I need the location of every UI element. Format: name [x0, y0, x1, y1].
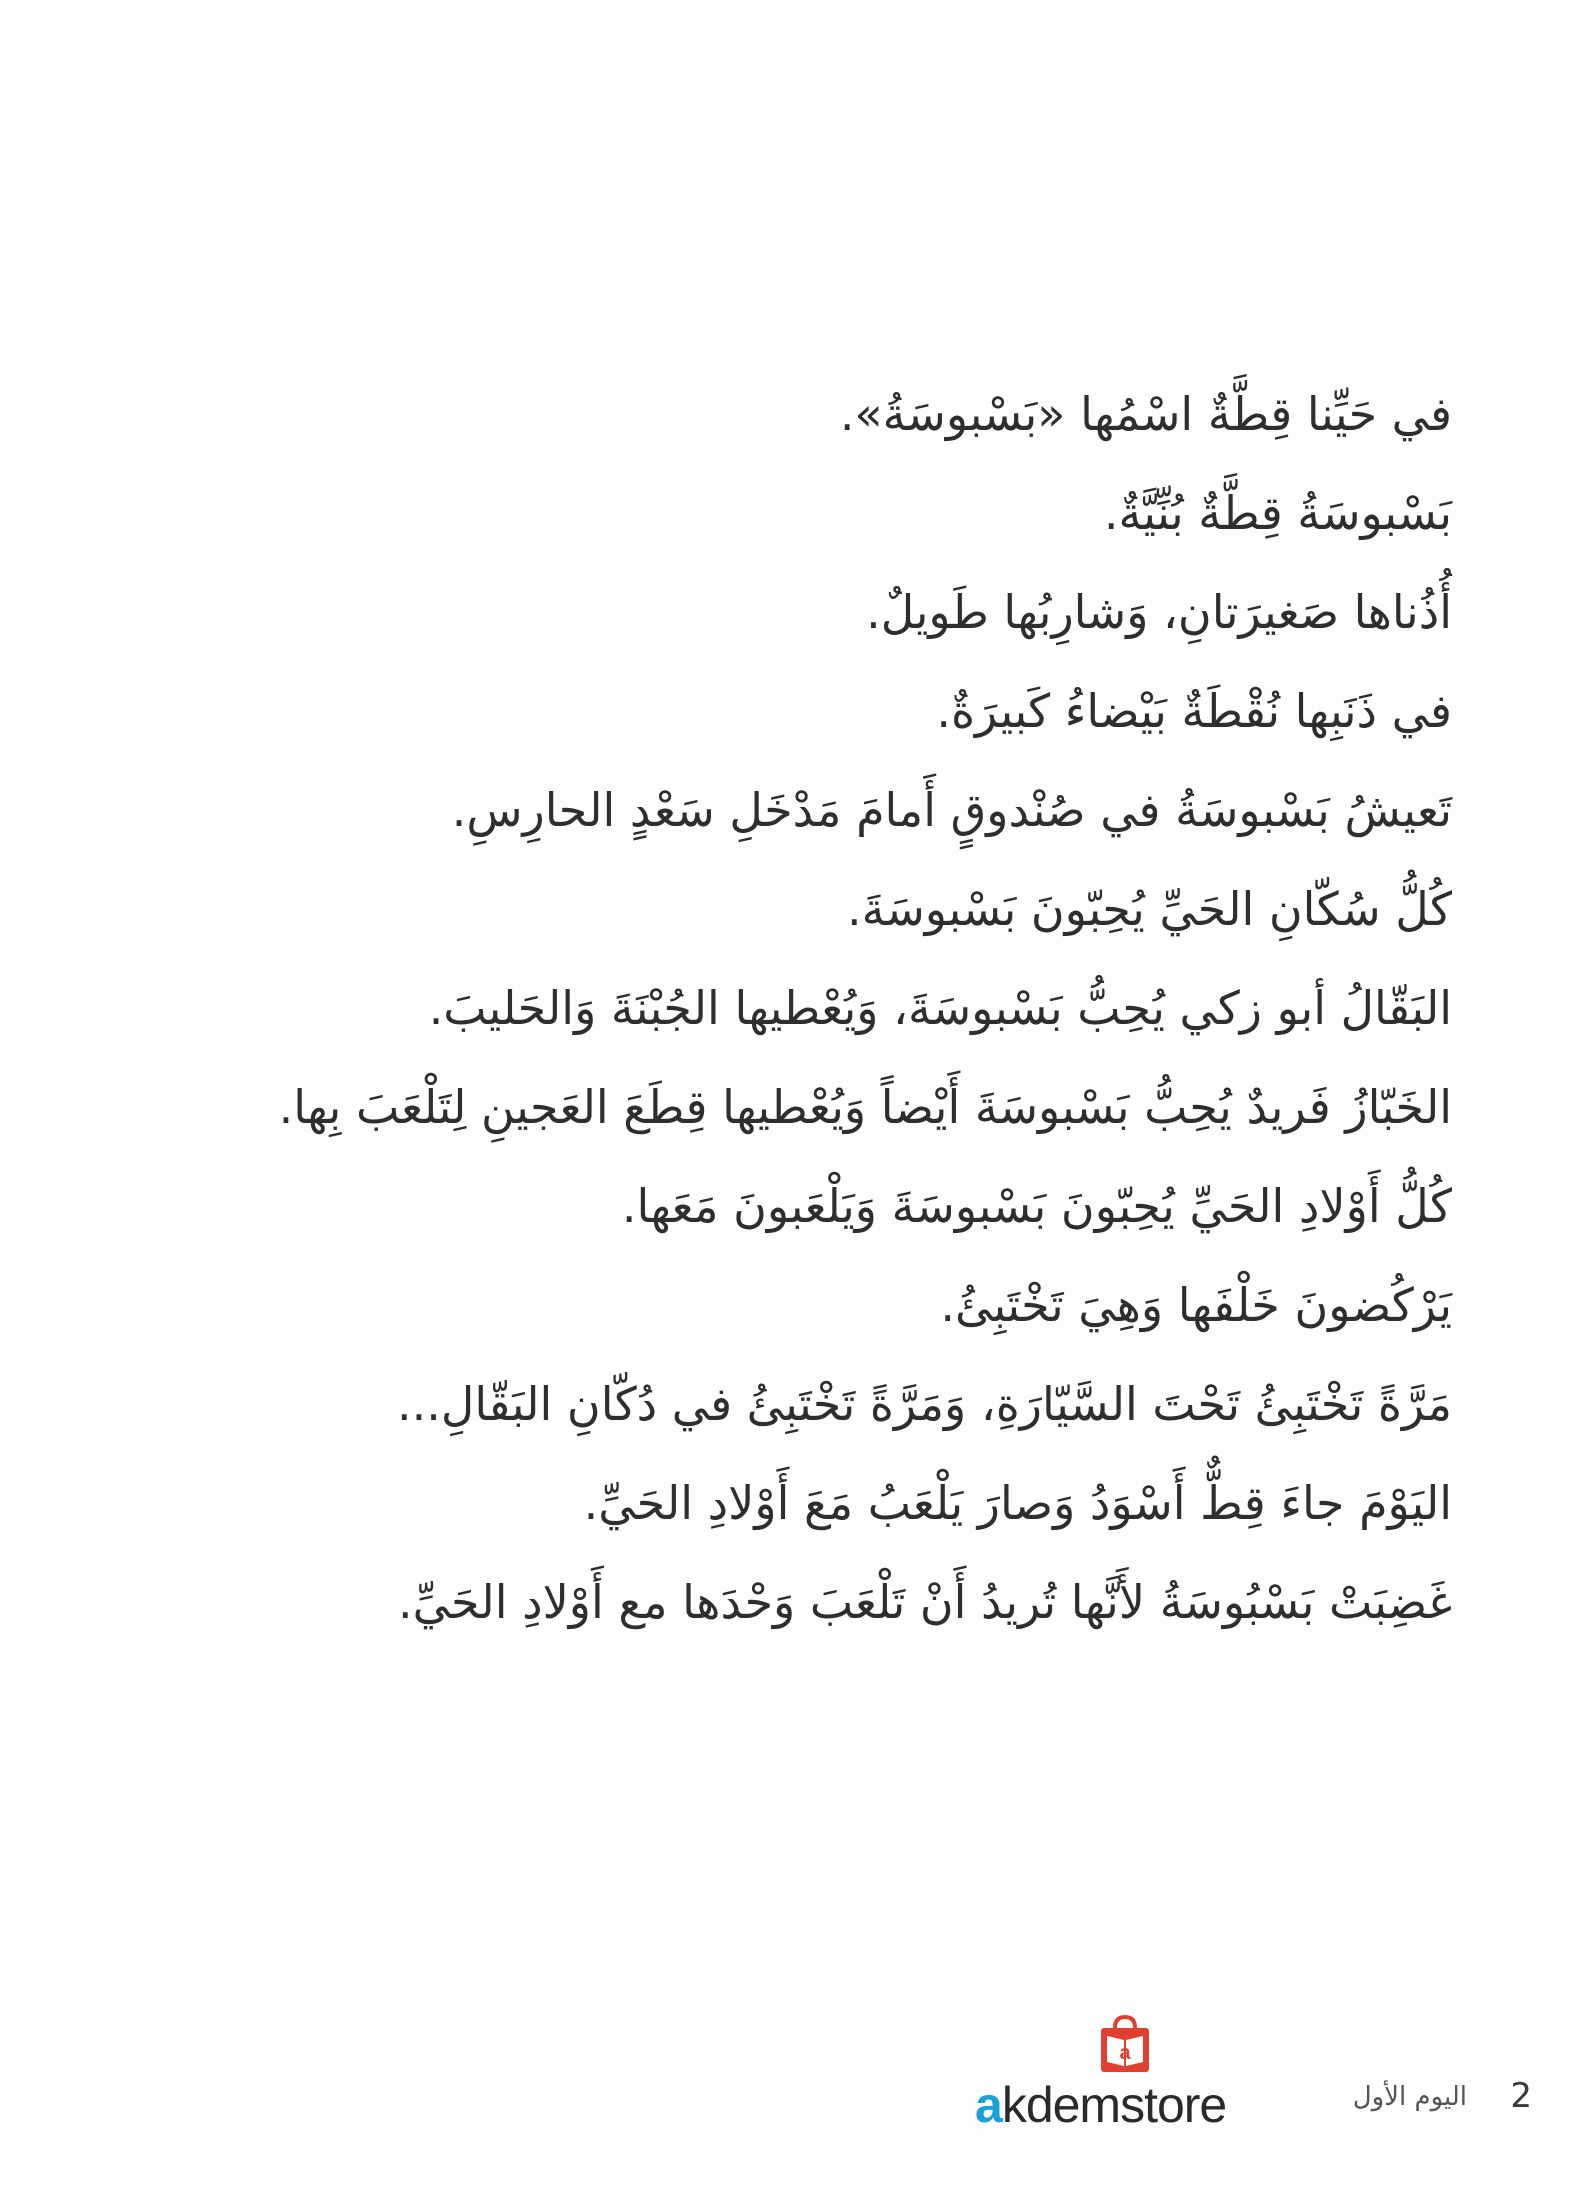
logo-letter: a [1119, 2042, 1131, 2064]
story-line: في حَيِّنا قِطَّةٌ اسْمُها «بَسْبوسَةُ». [839, 387, 1452, 441]
story-line: في ذَنَبِها نُقْطَةٌ بَيْضاءُ كَبيرَةٌ. [936, 684, 1452, 738]
story-line: أُذُناها صَغيرَتانِ، وَشارِبُها طَويلٌ. [866, 585, 1452, 639]
brand-name-accent: a [975, 2077, 1002, 2133]
story-line: البَقّالُ أبو زكي يُحِبُّ بَسْبوسَةَ، وَيُعْطيها الجُبْنَةَ وَالحَليبَ. [428, 981, 1452, 1035]
story-line: تَعيشُ بَسْبوسَةُ في صُنْدوقٍ أَمامَ مَدْخَلِ سَعْدٍ الحارِسِ. [451, 783, 1452, 837]
brand-name-rest: kdemstore [1001, 2077, 1227, 2133]
story-line: مَرَّةً تَخْتَبِئُ تَحْتَ السَّيّارَةِ، وَمَرَّةً تَخْتَبِئُ في دُكّانِ البَقّالِ... [397, 1377, 1452, 1431]
story-line: اليَوْمَ جاءَ قِطٌّ أَسْوَدُ وَصارَ يَلْعَبُ مَعَ أَوْلادِ الحَيِّ. [583, 1476, 1452, 1530]
page-number: 2 [1510, 2076, 1532, 2116]
brand-name [975, 2076, 1226, 2134]
brand-mark [975, 2014, 1275, 2164]
day-label: اليوم الأول [1352, 2082, 1467, 2112]
shopping-bag-book-icon [1097, 2014, 1153, 2078]
story-line: بَسْبوسَةُ قِطَّةٌ بُنِّيَّةٌ. [1103, 486, 1452, 540]
story-line: كُلُّ سُكّانِ الحَيِّ يُحِبّونَ بَسْبوسَةَ. [846, 882, 1452, 936]
story-line: الخَبّازُ فَريدٌ يُحِبُّ بَسْبوسَةَ أَيْضاً وَيُعْطيها قِطَعَ العَجينِ لِتَلْعَبَ بِها. [278, 1080, 1452, 1134]
story-line: كُلُّ أَوْلادِ الحَيِّ يُحِبّونَ بَسْبوسَةَ وَيَلْعَبونَ مَعَها. [621, 1179, 1452, 1233]
story-line: غَضِبَتْ بَسْبُوسَةُ لأَنَّها تُريدُ أَنْ تَلْعَبَ وَحْدَها مع أَوْلادِ الحَيِّ. [398, 1575, 1452, 1629]
page-footer [0, 2004, 1592, 2204]
story-text [152, 365, 1452, 1652]
story-line: يَرْكُضونَ خَلْفَها وَهِيَ تَخْتَبِئُ. [940, 1278, 1452, 1332]
